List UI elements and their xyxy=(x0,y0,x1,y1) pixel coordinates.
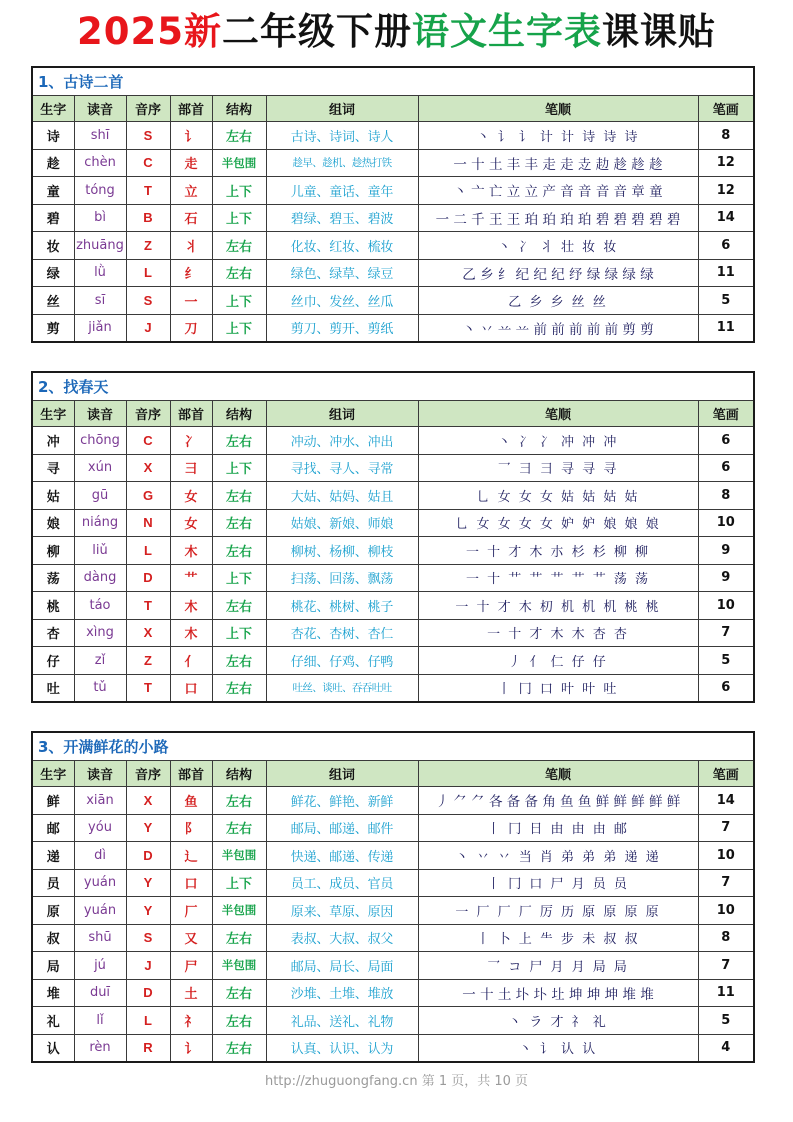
radical-cell: 纟 xyxy=(170,259,212,287)
pinyin-cell: dàng xyxy=(74,564,126,592)
stroke-order-cell: 丨 卜 上 ⺧ 步 未 叔 叔 xyxy=(418,924,698,952)
structure-cell: 左右 xyxy=(212,509,266,537)
char-cell: 认 xyxy=(32,1034,74,1062)
structure-cell: 左右 xyxy=(212,814,266,842)
stroke-order-cell: 一 十 土 丰 丰 走 走 赱 赲 趁 趁 趁 xyxy=(418,149,698,177)
stroke-count-cell: 8 xyxy=(698,122,754,150)
header-radical: 部首 xyxy=(170,401,212,427)
structure-cell: 上下 xyxy=(212,287,266,315)
structure-cell: 半包围 xyxy=(212,149,266,177)
lesson-title: 1、古诗二首 xyxy=(32,67,754,96)
stroke-count-cell: 9 xyxy=(698,564,754,592)
stroke-order-cell: 丨 冂 口 叶 叶 吐 xyxy=(418,674,698,702)
table-row xyxy=(32,149,754,177)
table-row xyxy=(32,232,754,260)
stroke-count-cell: 7 xyxy=(698,952,754,980)
stroke-count-cell: 7 xyxy=(698,814,754,842)
stroke-count-cell: 10 xyxy=(698,509,754,537)
words-cell: 吐丝、谈吐、吞吞吐吐 xyxy=(266,674,418,702)
index-letter-cell: Y xyxy=(126,897,170,925)
stroke-order-cell: 一 十 才 木 朩 杉 杉 柳 柳 xyxy=(418,537,698,565)
structure-cell: 半包围 xyxy=(212,952,266,980)
radical-cell: 讠 xyxy=(170,1034,212,1062)
stroke-order-cell: 乚 女 女 女 女 妒 妒 娘 娘 娘 xyxy=(418,509,698,537)
stroke-order-cell: 一 二 千 王 王 珀 珀 珀 珀 碧 碧 碧 碧 碧 xyxy=(418,204,698,232)
stroke-count-cell: 4 xyxy=(698,1034,754,1062)
stroke-count-cell: 6 xyxy=(698,674,754,702)
pinyin-cell: yuán xyxy=(74,897,126,925)
words-cell: 儿童、童话、童年 xyxy=(266,177,418,205)
words-cell: 趁早、趁机、趁热打铁 xyxy=(266,149,418,177)
stroke-order-cell: 丶 ラ 才 礻 礼 xyxy=(418,1007,698,1035)
table-row xyxy=(32,897,754,925)
index-letter-cell: G xyxy=(126,482,170,510)
stroke-count-cell: 12 xyxy=(698,177,754,205)
pinyin-cell: niáng xyxy=(74,509,126,537)
char-cell: 绿 xyxy=(32,259,74,287)
stroke-count-cell: 7 xyxy=(698,869,754,897)
table-row xyxy=(32,842,754,870)
table-row xyxy=(32,287,754,315)
radical-cell: 土 xyxy=(170,979,212,1007)
char-cell: 丝 xyxy=(32,287,74,315)
char-cell: 邮 xyxy=(32,814,74,842)
char-cell: 员 xyxy=(32,869,74,897)
pinyin-cell: xìng xyxy=(74,619,126,647)
stroke-count-cell: 10 xyxy=(698,592,754,620)
words-cell: 寻找、寻人、寻常 xyxy=(266,454,418,482)
header-char: 生字 xyxy=(32,761,74,787)
table-row xyxy=(32,454,754,482)
index-letter-cell: C xyxy=(126,149,170,177)
table-row xyxy=(32,1034,754,1062)
char-cell: 冲 xyxy=(32,427,74,455)
table-row xyxy=(32,204,754,232)
structure-cell: 左右 xyxy=(212,592,266,620)
structure-cell: 左右 xyxy=(212,1007,266,1035)
header-structure: 结构 xyxy=(212,96,266,122)
structure-cell: 左右 xyxy=(212,482,266,510)
stroke-count-cell: 6 xyxy=(698,232,754,260)
radical-cell: 辶 xyxy=(170,842,212,870)
header-pinyin: 读音 xyxy=(74,761,126,787)
index-letter-cell: X xyxy=(126,787,170,815)
char-cell: 礼 xyxy=(32,1007,74,1035)
stroke-order-cell: 一 十 艹 艹 艹 艹 艹 荡 荡 xyxy=(418,564,698,592)
stroke-count-cell: 11 xyxy=(698,259,754,287)
header-pinyin: 读音 xyxy=(74,96,126,122)
stroke-order-cell: 丶 丷 丷 当 肖 弟 弟 弟 递 递 xyxy=(418,842,698,870)
words-cell: 扫荡、回荡、飘荡 xyxy=(266,564,418,592)
stroke-count-cell: 14 xyxy=(698,787,754,815)
index-letter-cell: T xyxy=(126,592,170,620)
index-letter-cell: Y xyxy=(126,869,170,897)
header-order: 笔顺 xyxy=(418,401,698,427)
stroke-count-cell: 12 xyxy=(698,149,754,177)
radical-cell: 亻 xyxy=(170,647,212,675)
pinyin-cell: jú xyxy=(74,952,126,980)
stroke-count-cell: 8 xyxy=(698,924,754,952)
structure-cell: 上下 xyxy=(212,177,266,205)
index-letter-cell: C xyxy=(126,427,170,455)
header-count: 笔画 xyxy=(698,401,754,427)
index-letter-cell: D xyxy=(126,564,170,592)
table-row xyxy=(32,952,754,980)
stroke-order-cell: 乛 コ 尸 月 月 局 局 xyxy=(418,952,698,980)
radical-cell: 又 xyxy=(170,924,212,952)
table-row xyxy=(32,509,754,537)
table-row xyxy=(32,427,754,455)
pinyin-cell: tóng xyxy=(74,177,126,205)
structure-cell: 左右 xyxy=(212,787,266,815)
words-cell: 绿色、绿草、绿豆 xyxy=(266,259,418,287)
pinyin-cell: sī xyxy=(74,287,126,315)
char-cell: 鲜 xyxy=(32,787,74,815)
pinyin-cell: liǔ xyxy=(74,537,126,565)
table-row xyxy=(32,647,754,675)
pinyin-cell: lǐ xyxy=(74,1007,126,1035)
stroke-order-cell: 乙 乡 乡 丝 丝 xyxy=(418,287,698,315)
char-cell: 诗 xyxy=(32,122,74,150)
index-letter-cell: Z xyxy=(126,232,170,260)
table-row xyxy=(32,787,754,815)
char-cell: 趁 xyxy=(32,149,74,177)
structure-cell: 上下 xyxy=(212,619,266,647)
radical-cell: 鱼 xyxy=(170,787,212,815)
char-cell: 姑 xyxy=(32,482,74,510)
words-cell: 原来、草原、原因 xyxy=(266,897,418,925)
table-row xyxy=(32,177,754,205)
index-letter-cell: Z xyxy=(126,647,170,675)
char-cell: 杏 xyxy=(32,619,74,647)
pinyin-cell: shī xyxy=(74,122,126,150)
header-index: 音序 xyxy=(126,96,170,122)
stroke-count-cell: 10 xyxy=(698,842,754,870)
index-letter-cell: X xyxy=(126,454,170,482)
words-cell: 剪刀、剪开、剪纸 xyxy=(266,314,418,342)
char-cell: 碧 xyxy=(32,204,74,232)
pinyin-cell: zǐ xyxy=(74,647,126,675)
char-cell: 柳 xyxy=(32,537,74,565)
words-cell: 鲜花、鲜艳、新鲜 xyxy=(266,787,418,815)
header-index: 音序 xyxy=(126,401,170,427)
index-letter-cell: Y xyxy=(126,814,170,842)
index-letter-cell: B xyxy=(126,204,170,232)
words-cell: 认真、认识、认为 xyxy=(266,1034,418,1062)
stroke-count-cell: 5 xyxy=(698,287,754,315)
stroke-count-cell: 5 xyxy=(698,1007,754,1035)
char-cell: 娘 xyxy=(32,509,74,537)
table-row xyxy=(32,979,754,1007)
index-letter-cell: L xyxy=(126,1007,170,1035)
table-row xyxy=(32,482,754,510)
radical-cell: 木 xyxy=(170,592,212,620)
page-title xyxy=(0,6,793,58)
words-cell: 仔细、仔鸡、仔鸭 xyxy=(266,647,418,675)
radical-cell: 女 xyxy=(170,482,212,510)
index-letter-cell: L xyxy=(126,537,170,565)
lesson-table xyxy=(31,731,755,1063)
stroke-order-cell: 丶 讠 讠 计 计 诗 诗 诗 xyxy=(418,122,698,150)
header-index: 音序 xyxy=(126,761,170,787)
table-row xyxy=(32,537,754,565)
structure-cell: 左右 xyxy=(212,537,266,565)
stroke-order-cell: 一 厂 厂 厂 厉 历 原 原 原 原 xyxy=(418,897,698,925)
pinyin-cell: dì xyxy=(74,842,126,870)
radical-cell: 立 xyxy=(170,177,212,205)
index-letter-cell: D xyxy=(126,842,170,870)
stroke-order-cell: 乛 彐 彐 寻 寻 寻 xyxy=(418,454,698,482)
radical-cell: 口 xyxy=(170,869,212,897)
words-cell: 沙堆、土堆、堆放 xyxy=(266,979,418,1007)
radical-cell: 礻 xyxy=(170,1007,212,1035)
table-row xyxy=(32,869,754,897)
pinyin-cell: chèn xyxy=(74,149,126,177)
stroke-count-cell: 7 xyxy=(698,619,754,647)
structure-cell: 左右 xyxy=(212,924,266,952)
table-row xyxy=(32,1007,754,1035)
char-cell: 桃 xyxy=(32,592,74,620)
index-letter-cell: T xyxy=(126,674,170,702)
stroke-count-cell: 5 xyxy=(698,647,754,675)
stroke-order-cell: 丿 ⺈ ⺈ 各 备 备 角 鱼 鱼 鲜 鲜 鲜 鲜 鲜 xyxy=(418,787,698,815)
table-row xyxy=(32,564,754,592)
words-cell: 大姑、姑妈、姑且 xyxy=(266,482,418,510)
pinyin-cell: shū xyxy=(74,924,126,952)
header-order: 笔顺 xyxy=(418,761,698,787)
structure-cell: 半包围 xyxy=(212,897,266,925)
words-cell: 快递、邮递、传递 xyxy=(266,842,418,870)
index-letter-cell: T xyxy=(126,177,170,205)
header-words: 组词 xyxy=(266,401,418,427)
header-radical: 部首 xyxy=(170,96,212,122)
structure-cell: 左右 xyxy=(212,427,266,455)
char-cell: 原 xyxy=(32,897,74,925)
header-count: 笔画 xyxy=(698,96,754,122)
stroke-order-cell: 丿 亻 仁 仔 仔 xyxy=(418,647,698,675)
index-letter-cell: J xyxy=(126,952,170,980)
radical-cell: 女 xyxy=(170,509,212,537)
char-cell: 递 xyxy=(32,842,74,870)
words-cell: 杏花、杏树、杏仁 xyxy=(266,619,418,647)
words-cell: 丝巾、发丝、丝瓜 xyxy=(266,287,418,315)
char-cell: 吐 xyxy=(32,674,74,702)
radical-cell: 厂 xyxy=(170,897,212,925)
words-cell: 柳树、杨柳、柳枝 xyxy=(266,537,418,565)
stroke-count-cell: 6 xyxy=(698,427,754,455)
pinyin-cell: xún xyxy=(74,454,126,482)
char-cell: 妆 xyxy=(32,232,74,260)
table-row xyxy=(32,592,754,620)
index-letter-cell: D xyxy=(126,979,170,1007)
index-letter-cell: X xyxy=(126,619,170,647)
structure-cell: 左右 xyxy=(212,674,266,702)
index-letter-cell: S xyxy=(126,122,170,150)
pinyin-cell: yóu xyxy=(74,814,126,842)
index-letter-cell: R xyxy=(126,1034,170,1062)
char-cell: 剪 xyxy=(32,314,74,342)
radical-cell: 阝 xyxy=(170,814,212,842)
header-char: 生字 xyxy=(32,96,74,122)
structure-cell: 上下 xyxy=(212,869,266,897)
words-cell: 碧绿、碧玉、碧波 xyxy=(266,204,418,232)
title-grade: 二年级下册 xyxy=(221,10,412,53)
header-words: 组词 xyxy=(266,761,418,787)
words-cell: 礼品、送礼、礼物 xyxy=(266,1007,418,1035)
structure-cell: 上下 xyxy=(212,314,266,342)
radical-cell: 丬 xyxy=(170,232,212,260)
words-cell: 姑娘、新娘、师娘 xyxy=(266,509,418,537)
structure-cell: 上下 xyxy=(212,204,266,232)
structure-cell: 半包围 xyxy=(212,842,266,870)
header-radical: 部首 xyxy=(170,761,212,787)
stroke-order-cell: 一 十 才 木 朷 机 机 机 桃 桃 xyxy=(418,592,698,620)
words-cell: 邮局、局长、局面 xyxy=(266,952,418,980)
lesson-title: 3、开满鲜花的小路 xyxy=(32,732,754,761)
stroke-count-cell: 8 xyxy=(698,482,754,510)
words-cell: 古诗、诗词、诗人 xyxy=(266,122,418,150)
radical-cell: 口 xyxy=(170,674,212,702)
structure-cell: 左右 xyxy=(212,979,266,1007)
structure-cell: 左右 xyxy=(212,259,266,287)
index-letter-cell: J xyxy=(126,314,170,342)
radical-cell: 一 xyxy=(170,287,212,315)
stroke-order-cell: 乚 女 女 女 姑 姑 姑 姑 xyxy=(418,482,698,510)
index-letter-cell: S xyxy=(126,287,170,315)
char-cell: 仔 xyxy=(32,647,74,675)
pinyin-cell: zhuāng xyxy=(74,232,126,260)
stroke-count-cell: 10 xyxy=(698,897,754,925)
char-cell: 荡 xyxy=(32,564,74,592)
structure-cell: 左右 xyxy=(212,647,266,675)
pinyin-cell: yuán xyxy=(74,869,126,897)
radical-cell: 冫 xyxy=(170,427,212,455)
lesson-table xyxy=(31,66,755,343)
words-cell: 邮局、邮递、邮件 xyxy=(266,814,418,842)
radical-cell: 刀 xyxy=(170,314,212,342)
stroke-count-cell: 11 xyxy=(698,979,754,1007)
pinyin-cell: tǔ xyxy=(74,674,126,702)
char-cell: 童 xyxy=(32,177,74,205)
structure-cell: 上下 xyxy=(212,564,266,592)
table-row xyxy=(32,122,754,150)
table-row xyxy=(32,924,754,952)
pinyin-cell: duī xyxy=(74,979,126,1007)
radical-cell: 艹 xyxy=(170,564,212,592)
stroke-order-cell: 丶 丷 䒑 䒑 前 前 前 前 前 剪 剪 xyxy=(418,314,698,342)
table-row xyxy=(32,619,754,647)
stroke-order-cell: 一 十 土 圤 圤 圵 坤 坤 坤 堆 堆 xyxy=(418,979,698,1007)
title-year: 2025新 xyxy=(77,10,222,53)
index-letter-cell: L xyxy=(126,259,170,287)
header-pinyin: 读音 xyxy=(74,401,126,427)
stroke-order-cell: 丨 冂 日 由 由 由 邮 xyxy=(418,814,698,842)
radical-cell: 尸 xyxy=(170,952,212,980)
index-letter-cell: S xyxy=(126,924,170,952)
table-row xyxy=(32,814,754,842)
header-words: 组词 xyxy=(266,96,418,122)
structure-cell: 上下 xyxy=(212,454,266,482)
stroke-order-cell: 丶 亠 亡 立 立 产 音 音 音 音 章 童 xyxy=(418,177,698,205)
words-cell: 桃花、桃树、桃子 xyxy=(266,592,418,620)
pinyin-cell: gū xyxy=(74,482,126,510)
pinyin-cell: táo xyxy=(74,592,126,620)
pinyin-cell: lǜ xyxy=(74,259,126,287)
char-cell: 局 xyxy=(32,952,74,980)
structure-cell: 左右 xyxy=(212,1034,266,1062)
table-row xyxy=(32,674,754,702)
header-structure: 结构 xyxy=(212,401,266,427)
page-footer: http://zhuguongfang.cn 第 1 页，共 10 页 xyxy=(264,1074,529,1089)
radical-cell: 木 xyxy=(170,537,212,565)
radical-cell: 木 xyxy=(170,619,212,647)
stroke-order-cell: 丶 冫 丬 壮 妆 妆 xyxy=(418,232,698,260)
lesson-table xyxy=(31,371,755,703)
table-row xyxy=(32,259,754,287)
structure-cell: 左右 xyxy=(212,122,266,150)
stroke-order-cell: 丶 讠 认 认 xyxy=(418,1034,698,1062)
stroke-count-cell: 9 xyxy=(698,537,754,565)
stroke-count-cell: 14 xyxy=(698,204,754,232)
header-order: 笔顺 xyxy=(418,96,698,122)
header-char: 生字 xyxy=(32,401,74,427)
stroke-count-cell: 11 xyxy=(698,314,754,342)
stroke-count-cell: 6 xyxy=(698,454,754,482)
pinyin-cell: rèn xyxy=(74,1034,126,1062)
table-row xyxy=(32,314,754,342)
stroke-order-cell: 丶 冫 冫 冲 冲 冲 xyxy=(418,427,698,455)
stroke-order-cell: 乙 乡 纟 纪 纪 纪 纾 绿 绿 绿 绿 xyxy=(418,259,698,287)
title-subject: 语文生字表 xyxy=(411,10,602,53)
pinyin-cell: jiǎn xyxy=(74,314,126,342)
words-cell: 冲动、冲水、冲出 xyxy=(266,427,418,455)
index-letter-cell: N xyxy=(126,509,170,537)
radical-cell: 彐 xyxy=(170,454,212,482)
stroke-order-cell: 丨 冂 口 尸 月 员 员 xyxy=(418,869,698,897)
lesson-title: 2、找春天 xyxy=(32,372,754,401)
pinyin-cell: xiān xyxy=(74,787,126,815)
words-cell: 员工、成员、官员 xyxy=(266,869,418,897)
radical-cell: 讠 xyxy=(170,122,212,150)
radical-cell: 走 xyxy=(170,149,212,177)
pinyin-cell: chōng xyxy=(74,427,126,455)
stroke-order-cell: 一 十 才 木 木 杏 杏 xyxy=(418,619,698,647)
structure-cell: 左右 xyxy=(212,232,266,260)
header-structure: 结构 xyxy=(212,761,266,787)
pinyin-cell: bì xyxy=(74,204,126,232)
header-count: 笔画 xyxy=(698,761,754,787)
char-cell: 堆 xyxy=(32,979,74,1007)
title-suffix: 课课贴 xyxy=(601,10,716,53)
radical-cell: 石 xyxy=(170,204,212,232)
words-cell: 化妆、红妆、梳妆 xyxy=(266,232,418,260)
char-cell: 叔 xyxy=(32,924,74,952)
words-cell: 表叔、大叔、叔父 xyxy=(266,924,418,952)
char-cell: 寻 xyxy=(32,454,74,482)
